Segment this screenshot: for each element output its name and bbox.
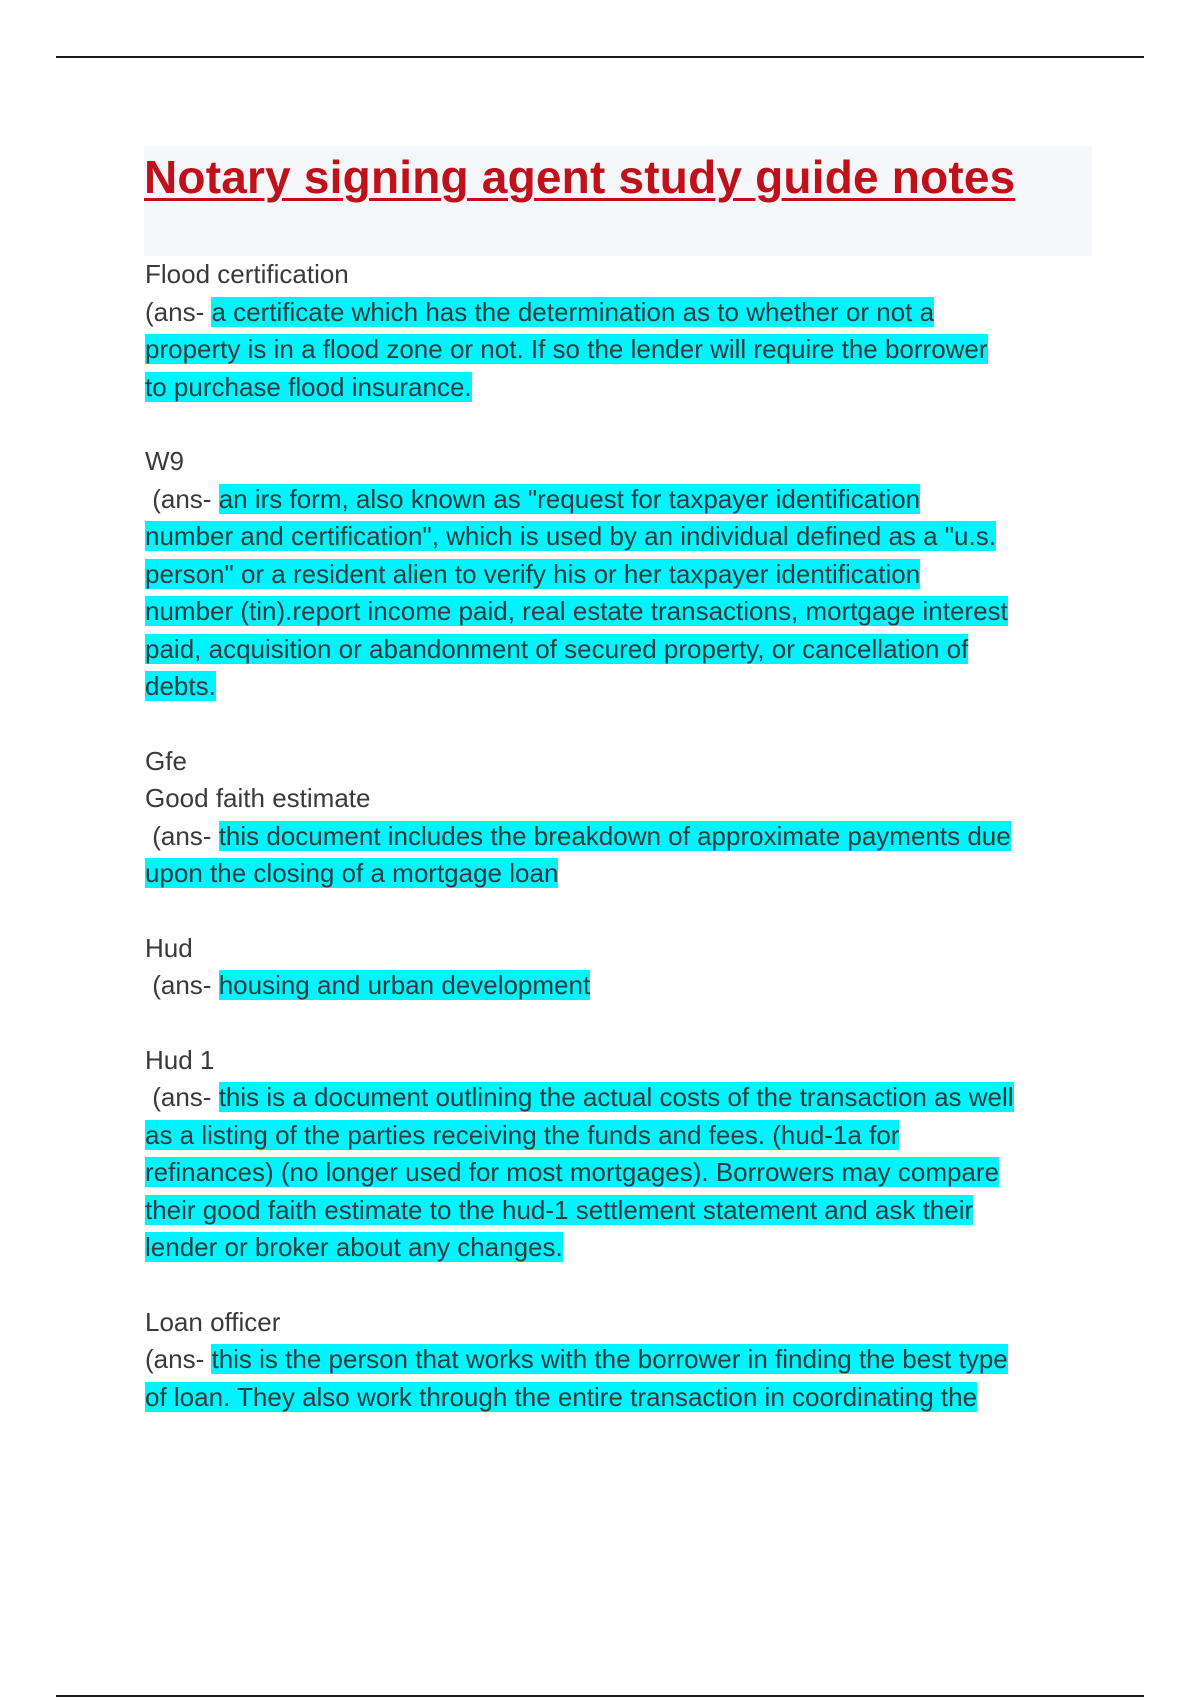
note-entry-hud-1 [145, 1042, 1105, 1267]
highlighted-answer: lender or broker about any changes. [145, 1232, 563, 1262]
bottom-rule [56, 1695, 1144, 1697]
highlighted-answer: housing and urban development [218, 970, 591, 1000]
highlighted-answer: this is a document outlining the actual costs of the transaction as well [218, 1082, 1014, 1112]
highlighted-answer: number (tin).report income paid, real estate transactions, mortgage interest [145, 596, 1008, 626]
answer-line [145, 631, 1105, 669]
answer-line [145, 1117, 1105, 1155]
answer-line [145, 593, 1105, 631]
answer-line [145, 1079, 1105, 1117]
answer-line [145, 518, 1105, 556]
term: Hud 1 [145, 1044, 215, 1075]
answer-line [145, 369, 1105, 407]
term: W9 [145, 446, 184, 476]
note-entry-gfe [145, 743, 1105, 893]
document-title: Notary signing agent study guide notes [144, 151, 1016, 203]
highlighted-answer: this is the person that works with the borrower in finding the best type [211, 1344, 1008, 1374]
term: Loan officer [145, 1306, 281, 1337]
note-entry-loan-officer [145, 1304, 1105, 1417]
note-entry-flood-certification [145, 256, 1105, 406]
answer-line [145, 1341, 1105, 1379]
note-entry-hud [145, 930, 1105, 1005]
answer-line [145, 556, 1105, 594]
answer-line [145, 1154, 1105, 1192]
answer-line [145, 818, 1105, 856]
term: Flood certification [145, 259, 349, 289]
highlighted-answer: refinances) (no longer used for most mortgages). Borrowers may compare [145, 1157, 1000, 1187]
highlighted-answer: as a listing of the parties receiving the funds and fees. (hud-1a for [145, 1119, 900, 1150]
answer-line [145, 1192, 1105, 1230]
answer-prefix: (ans- [145, 1082, 219, 1112]
note-entry-w9 [145, 443, 1105, 706]
highlighted-answer: an irs form, also known as "request for taxpayer identification [218, 483, 921, 514]
highlighted-answer: their good faith estimate to the hud-1 settlement statement and ask their [145, 1194, 974, 1225]
answer-line [145, 481, 1105, 519]
term: Hud [145, 932, 193, 963]
highlighted-answer: to purchase flood insurance. [145, 371, 472, 402]
answer-prefix: (ans- [145, 970, 219, 1000]
highlighted-answer: paid, acquisition or abandonment of secured property, or cancellation of [145, 633, 969, 664]
answer-prefix: (ans- [145, 483, 219, 514]
top-rule [56, 56, 1144, 58]
highlighted-answer: upon the closing of a mortgage loan [145, 858, 559, 888]
term: Gfe [145, 745, 187, 776]
answer-line [145, 855, 1105, 893]
answer-line [145, 294, 1105, 332]
highlighted-answer: property is in a flood zone or not. If so the lender will require the borrower [145, 334, 988, 364]
answer-line [145, 967, 1105, 1005]
answer-prefix: (ans- [145, 1344, 212, 1374]
title-block [144, 146, 1092, 256]
answer-line [145, 1229, 1105, 1267]
highlighted-answer: number and certification", which is used by an individual defined as a "u.s. [145, 521, 996, 551]
highlighted-answer: of loan. They also work through the entire transaction in coordinating the [145, 1381, 978, 1412]
highlighted-answer: debts. [145, 671, 216, 701]
answer-line [145, 1379, 1105, 1417]
highlighted-answer: this document includes the breakdown of approximate payments due [218, 820, 1011, 851]
highlighted-answer: person" or a resident alien to verify his or her taxpayer identification [145, 558, 921, 589]
answer-line [145, 668, 1105, 706]
answer-line [145, 331, 1105, 369]
highlighted-answer: a certificate which has the determination as to whether or not a [211, 296, 935, 327]
answer-prefix: (ans- [145, 296, 212, 327]
notes-content [145, 256, 1105, 1453]
term-subtitle: Good faith estimate [145, 783, 371, 813]
answer-prefix: (ans- [145, 820, 219, 851]
